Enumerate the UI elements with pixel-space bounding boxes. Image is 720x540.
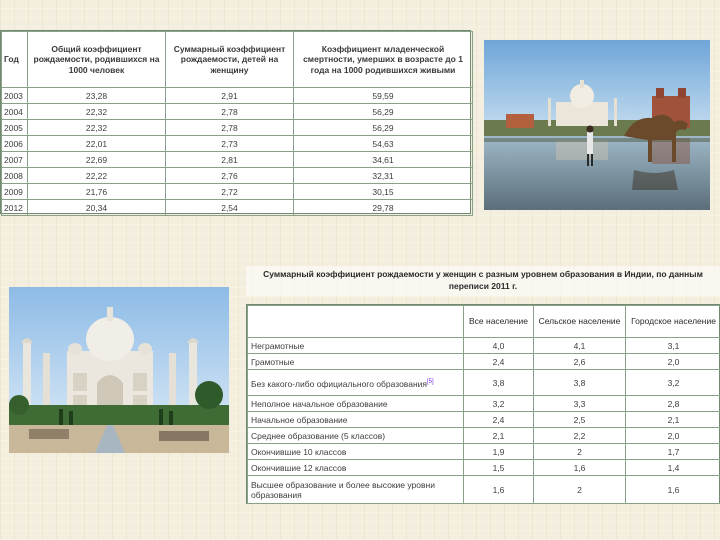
- education-fertility-table: [247, 305, 720, 504]
- infant-mortality-cell: 32,31: [294, 168, 473, 184]
- education-level-label: Неграмотные: [251, 340, 305, 351]
- birth-rate-cell: 22,01: [28, 136, 166, 152]
- fertility-cell: 2,91: [166, 88, 294, 104]
- urban-population-cell: 2,8: [626, 396, 720, 412]
- header-rural-population: Сельское население: [534, 306, 626, 338]
- education-table-container: [246, 304, 720, 504]
- all-population-cell: 4,0: [464, 338, 534, 354]
- infant-mortality-cell: 56,29: [294, 120, 473, 136]
- birth-rate-cell: 22,22: [28, 168, 166, 184]
- year-cell: 2008: [2, 168, 28, 184]
- all-population-cell: 1,9: [464, 444, 534, 460]
- urban-population-cell: 2,0: [626, 428, 720, 444]
- all-population-cell: 2,4: [464, 412, 534, 428]
- table-row: [248, 460, 720, 476]
- birth-rate-cell: 22,69: [28, 152, 166, 168]
- education-level-cell: [248, 476, 464, 504]
- education-level-cell: [248, 338, 464, 354]
- rural-population-cell: 3,8: [534, 370, 626, 396]
- education-level-cell: [248, 428, 464, 444]
- infant-mortality-cell: 59,59: [294, 88, 473, 104]
- all-population-cell: 2,1: [464, 428, 534, 444]
- table-row: [2, 184, 473, 200]
- birth-rate-cell: 20,34: [28, 200, 166, 216]
- year-cell: 2009: [2, 184, 28, 200]
- infant-mortality-cell: 30,15: [294, 184, 473, 200]
- education-level-label: Без какого-либо официального образования: [251, 378, 427, 389]
- fertility-cell: 2,76: [166, 168, 294, 184]
- table-row: [248, 338, 720, 354]
- year-cell: 2006: [2, 136, 28, 152]
- table-row: [248, 354, 720, 370]
- education-level-cell: [248, 460, 464, 476]
- demographics-table: [1, 31, 473, 216]
- urban-population-cell: 2,0: [626, 354, 720, 370]
- header-year: Год: [2, 32, 28, 88]
- education-level-cell: [248, 396, 464, 412]
- table-row: [248, 444, 720, 460]
- rural-population-cell: 1,6: [534, 460, 626, 476]
- urban-population-cell: 1,6: [626, 476, 720, 504]
- demographics-table-container: [0, 30, 471, 214]
- header-birth-rate: Общий коэффициент рождаемости, родившихся на 1000 человек: [28, 32, 166, 88]
- header-fertility: Суммарный коэффициент рождаемости, детей на женщину: [166, 32, 294, 88]
- education-level-label: Окончившие 12 классов: [251, 462, 347, 473]
- table-row: [2, 200, 473, 216]
- header-infant-mortality: Коэффициент младенческой смертности, умерших в возрасте до 1 года на 1000 родившихся живыми: [294, 32, 473, 88]
- education-level-label: Среднее образование (5 классов): [251, 430, 386, 441]
- year-cell: 2007: [2, 152, 28, 168]
- all-population-cell: 1,6: [464, 476, 534, 504]
- fertility-cell: 2,78: [166, 104, 294, 120]
- urban-population-cell: 1,7: [626, 444, 720, 460]
- education-level-cell: [248, 412, 464, 428]
- education-level-cell: [248, 370, 464, 396]
- infant-mortality-cell: 34,61: [294, 152, 473, 168]
- infant-mortality-cell: 54,63: [294, 136, 473, 152]
- fertility-cell: 2,54: [166, 200, 294, 216]
- header-urban-population: Городское население: [626, 306, 720, 338]
- education-level-label: Неполное начальное образование: [251, 398, 388, 409]
- rural-population-cell: 2: [534, 444, 626, 460]
- rural-population-cell: 4,1: [534, 338, 626, 354]
- all-population-cell: 1,5: [464, 460, 534, 476]
- birth-rate-cell: 21,76: [28, 184, 166, 200]
- table-row: [248, 412, 720, 428]
- rural-population-cell: 2,2: [534, 428, 626, 444]
- all-population-cell: 3,2: [464, 396, 534, 412]
- header-empty: [248, 306, 464, 338]
- all-population-cell: 2,4: [464, 354, 534, 370]
- table-row: [2, 120, 473, 136]
- header-all-population: Все население: [464, 306, 534, 338]
- year-cell: 2004: [2, 104, 28, 120]
- table-row: [2, 168, 473, 184]
- education-level-label: Окончившие 10 классов: [251, 446, 347, 457]
- birth-rate-cell: 22,32: [28, 120, 166, 136]
- education-level-label: Начальное образование: [251, 414, 348, 425]
- fertility-cell: 2,78: [166, 120, 294, 136]
- education-level-label: Грамотные: [251, 356, 295, 367]
- fertility-cell: 2,72: [166, 184, 294, 200]
- footnote-link[interactable]: [5]: [427, 378, 434, 385]
- table-row: [2, 104, 473, 120]
- urban-population-cell: 3,1: [626, 338, 720, 354]
- education-level-cell: [248, 444, 464, 460]
- birth-rate-cell: 23,28: [28, 88, 166, 104]
- urban-population-cell: 2,1: [626, 412, 720, 428]
- infant-mortality-cell: 56,29: [294, 104, 473, 120]
- infant-mortality-cell: 29,78: [294, 200, 473, 216]
- fertility-cell: 2,81: [166, 152, 294, 168]
- table-row: [2, 152, 473, 168]
- rural-population-cell: 2: [534, 476, 626, 504]
- table-row: [248, 476, 720, 504]
- table-row: [248, 370, 720, 396]
- table-row: [2, 136, 473, 152]
- urban-population-cell: 1,4: [626, 460, 720, 476]
- table-row: [248, 428, 720, 444]
- taj-mahal-lake-camel-photo: [484, 40, 710, 210]
- table-row: [248, 396, 720, 412]
- year-cell: 2012: [2, 200, 28, 216]
- taj-mahal-front-photo: [9, 287, 229, 453]
- rural-population-cell: 3,3: [534, 396, 626, 412]
- education-level-label: Высшее образование и более высокие уровни образования: [251, 479, 435, 500]
- year-cell: 2005: [2, 120, 28, 136]
- year-cell: 2003: [2, 88, 28, 104]
- rural-population-cell: 2,6: [534, 354, 626, 370]
- rural-population-cell: 2,5: [534, 412, 626, 428]
- birth-rate-cell: 22,32: [28, 104, 166, 120]
- education-level-cell: [248, 354, 464, 370]
- table-row: [2, 88, 473, 104]
- education-table-title: Суммарный коэффициент рождаемости у женщин с разным уровнем образования в Индии, по данным переписи 2011 г.: [246, 266, 720, 296]
- fertility-cell: 2,73: [166, 136, 294, 152]
- all-population-cell: 3,8: [464, 370, 534, 396]
- urban-population-cell: 3,2: [626, 370, 720, 396]
